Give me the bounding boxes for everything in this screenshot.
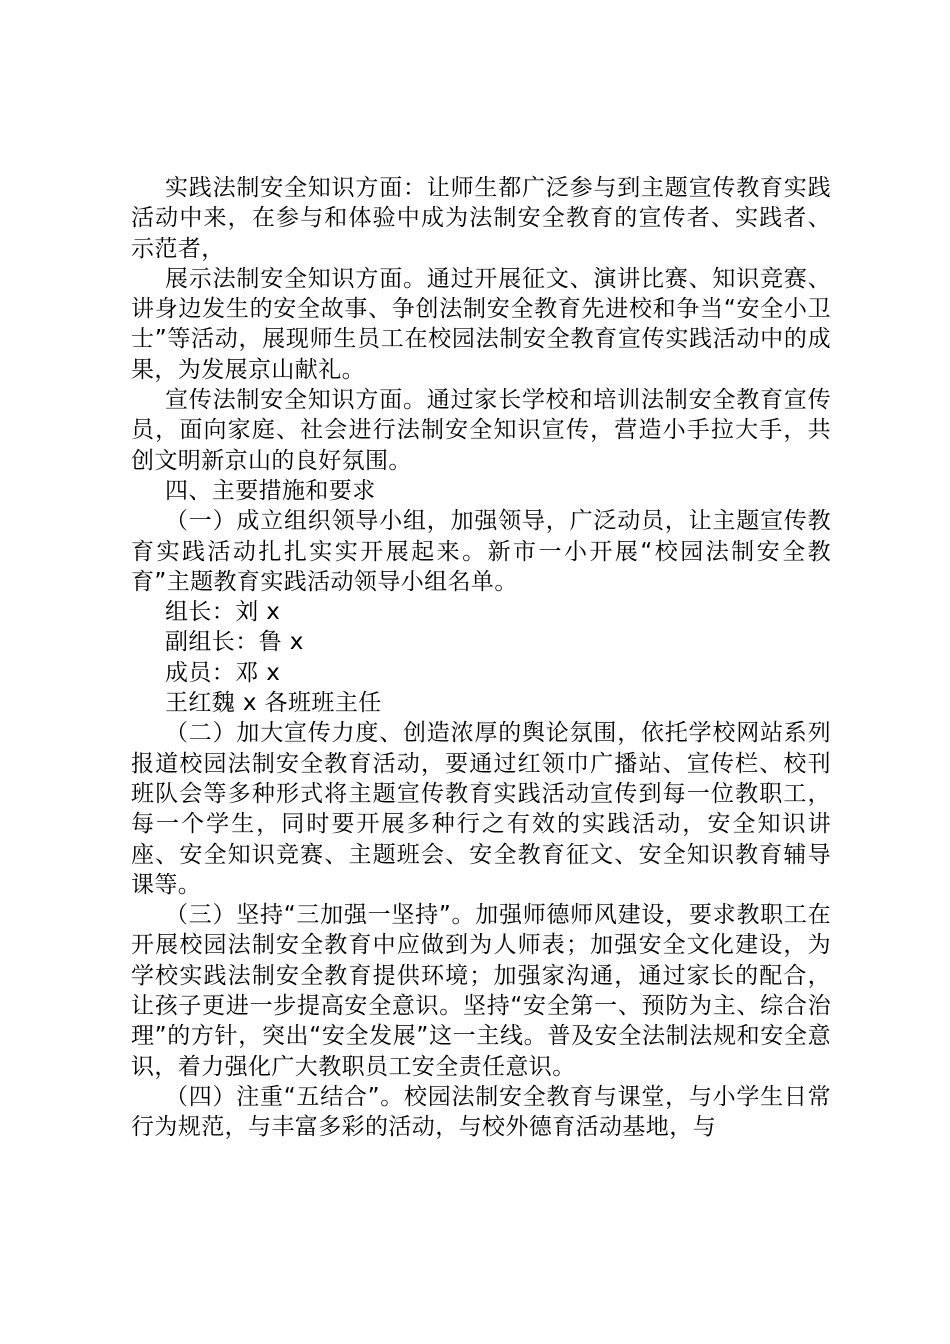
members-line: 成员：邓 x xyxy=(165,659,281,686)
paragraph-measure-2: （二）加大宣传力度、创造浓厚的舆论氛围，依托学校网站系列报道校园法制安全教育活动，要通过红领巾广播站、宣传栏、校刊班队会等多种形式将主题宣传教育实践活动宣传到每一位教职工，每一个学生，同时要开展多种行之有效的实践活动，安全知识讲座、安全知识竞赛、主题班会、安全教育征文、安全知识教育辅导课等。 xyxy=(131,720,831,898)
paragraph-practice: 实践法制安全知识方面：让师生都广泛参与到主题宣传教育实践活动中来，在参与和体验中成为法制安全教育的宣传者、实践者、示范者， xyxy=(131,175,831,262)
section-heading-measures: 四、主要措施和要求 xyxy=(165,477,376,504)
paragraph-measure-1: （一）成立组织领导小组，加强领导，广泛动员，让主题宣传教育实践活动扎扎实实开展起来。新市一小开展“校园法制安全教育”主题教育实践活动领导小组名单。 xyxy=(131,508,831,595)
document-body xyxy=(131,173,831,1143)
paragraph-publicity: 宣传法制安全知识方面。通过家长学校和培训法制安全教育宣传员，面向家庭、社会进行法制安全知识宣传，营造小手拉大手，共创文明新京山的良好氛围。 xyxy=(131,387,831,474)
paragraph-measure-4: （四）注重“五结合”。校园法制安全教育与课堂，与小学生日常行为规范，与丰富多彩的活动，与校外德育活动基地，与 xyxy=(131,1083,831,1141)
deputy-leader-line: 副组长：鲁 x xyxy=(165,629,304,656)
members-continued-line: 王红魏 x 各班班主任 xyxy=(165,690,382,717)
leader-line: 组长：刘 x xyxy=(165,599,281,626)
paragraph-showcase: 展示法制安全知识方面。通过开展征文、演讲比赛、知识竞赛、讲身边发生的安全故事、争创法制安全教育先进校和争当“安全小卫士”等活动，展现师生员工在校园法制安全教育宣传实践活动中的成果，为发展京山献礼。 xyxy=(131,265,831,383)
paragraph-measure-3: （三）坚持“三加强一坚持”。加强师德师风建设，要求教职工在开展校园法制安全教育中应做到为人师表；加强安全文化建设，为学校实践法制安全教育提供环境；加强家沟通，通过家长的配合，让孩子更进一步提高安全意识。坚持“安全第一、预防为主、综合治理”的方针，突出“安全发展”这一主线。普及安全法制法规和安全意识，着力强化广大教职员工安全责任意识。 xyxy=(131,902,831,1080)
